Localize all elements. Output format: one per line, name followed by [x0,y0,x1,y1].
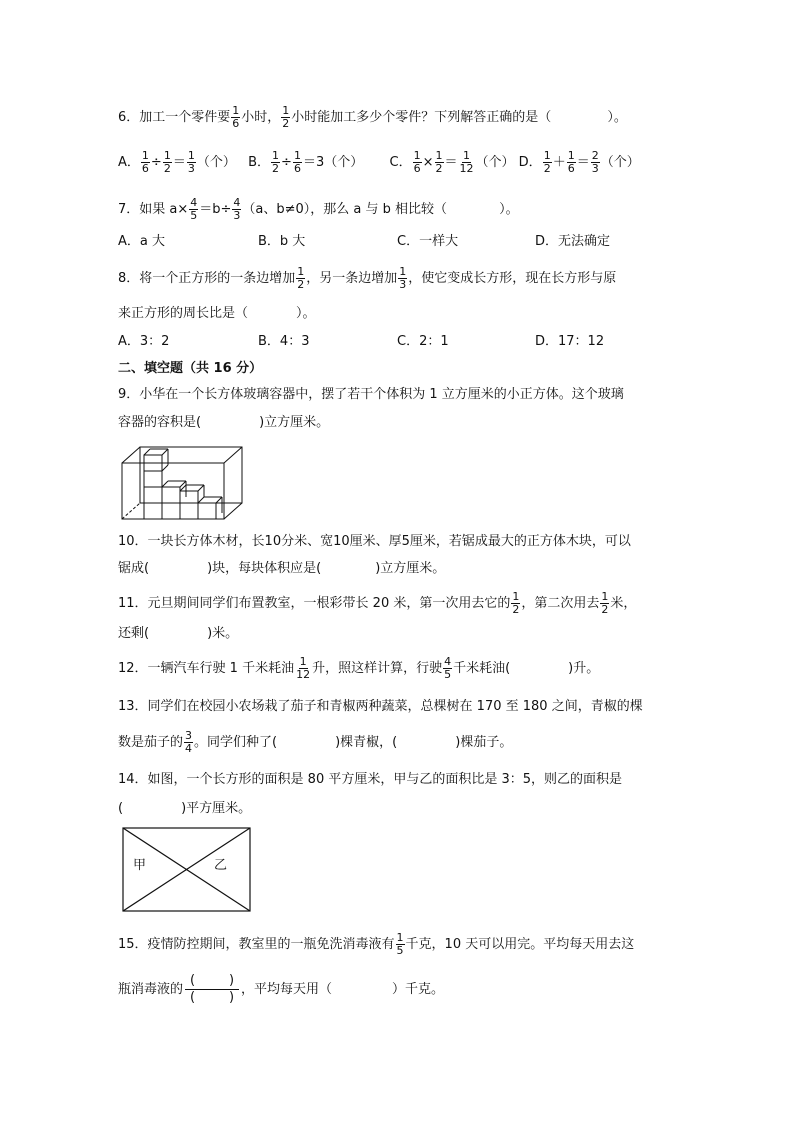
q13-line1: 13．同学们在校园小农场栽了茄子和青椒两种蔬菜，总棵树在 170 至 180 之间，青椒的棵 [118,699,643,714]
q6-option-a[interactable]: A． $\frac{1}{6}$ ÷ $\frac{1}{2}$ ＝ $\frac{1}{3}$ （个） [118,149,236,175]
q8-stem-line1: 8．将一个正方形的一条边增加 $\frac{1}{2}$ ，另一条边增加 $\frac{1}{3}$ ，使它变成长方形，现在长方形与原 [118,265,617,291]
label-yi: 乙 [214,858,228,873]
q8-option-c[interactable]: C．2：1 [397,334,449,349]
q14-line1: 14．如图，一个长方形的面积是 80 平方厘米，甲与乙的面积比是 3：5，则乙的面积是 [118,772,623,787]
q6-stem: 6．加工一个零件要 $\frac{1}{6}$ 小时， $\frac{1}{2}$ 小时能加工多少个零件？下列解答正确的是（ ）。 [118,104,627,130]
q13-line2: 数是茄子的 $\frac{3}{4}$ 。同学们种了( )棵青椒，( )棵茄子。 [118,729,513,755]
q15-line1: 15．疫情防控期间，教室里的一瓶免洗消毒液有 $\frac{1}{5}$ 千克，10 天可以用完。平均每天用去这 [118,931,635,957]
q12-stem: 12．一辆汽车行驶 1 千米耗油 $\frac{1}{12}$ 升，照这样计算，行驶 $\frac{4}{5}$ 千米耗油( )升。 [118,655,600,681]
q10-line1: 10．一块长方体木材，长10分米、宽10厘米、厚5厘米，若锯成最大的正方体木块，可以 [118,534,631,549]
section-title: 二、填空题（共 16 分） [118,361,263,376]
label-jia: 甲 [133,858,147,873]
q8-option-a[interactable]: A．3：2 [118,334,170,349]
q7-option-a[interactable]: A．a 大 [118,234,165,249]
q11-line1: 11．元旦期间同学们布置教室，一根彩带长 20 米，第一次用去它的 $\frac{1}{2}$ ，第二次用去 $\frac{1}{2}$ 米， [118,590,637,616]
q8-option-b[interactable]: B．4：3 [258,334,310,349]
container-diagram [118,443,246,523]
q7-option-c[interactable]: C．一样大 [397,234,459,249]
fraction-blank[interactable]: ( ) ( ) [185,973,239,1006]
q6-option-c[interactable]: C． $\frac{1}{6}$ × $\frac{1}{2}$ ＝ $\frac{1}{12}$ （个） [389,149,515,175]
q15-line2: 瓶消毒液的 ( ) ( ) ，平均每天用（ ）千克。 [118,973,445,1005]
q11-line2: 还剩( )米。 [118,626,239,641]
fraction: $\frac{1}{6}$ [232,104,240,130]
q9-line1: 9．小华在一个长方体玻璃容器中，摆了若干个体积为 1 立方厘米的小正方体。这个玻璃 [118,387,624,402]
q6-option-d[interactable]: D． $\frac{1}{2}$ ＋ $\frac{1}{6}$ ＝ $\frac{2}{3}$ （个） [518,149,640,175]
q6-options [118,150,640,175]
rectangle-diagram [122,827,252,913]
q7-option-b[interactable]: B．b 大 [258,234,306,249]
q14-line2: ( )平方厘米。 [118,801,252,816]
fraction: $\frac{1}{2}$ [282,104,290,130]
q7-stem: 7．如果 a× $\frac{4}{5}$ ＝b÷ $\frac{4}{3}$ （a、b≠0），那么 a 与 b 相比较（ ）。 [118,196,519,222]
q7-option-d[interactable]: D．无法确定 [535,234,611,249]
q8-option-d[interactable]: D．17：12 [535,334,605,349]
q10-line2: 锯成( )块，每块体积应是( )立方厘米。 [118,561,446,576]
q9-line2: 容器的容积是( )立方厘米。 [118,415,330,430]
q8-stem-line2: 来正方形的周长比是（ ）。 [118,306,316,321]
q6-option-b[interactable]: B． $\frac{1}{2}$ ÷ $\frac{1}{6}$ ＝3（个） [248,149,364,175]
